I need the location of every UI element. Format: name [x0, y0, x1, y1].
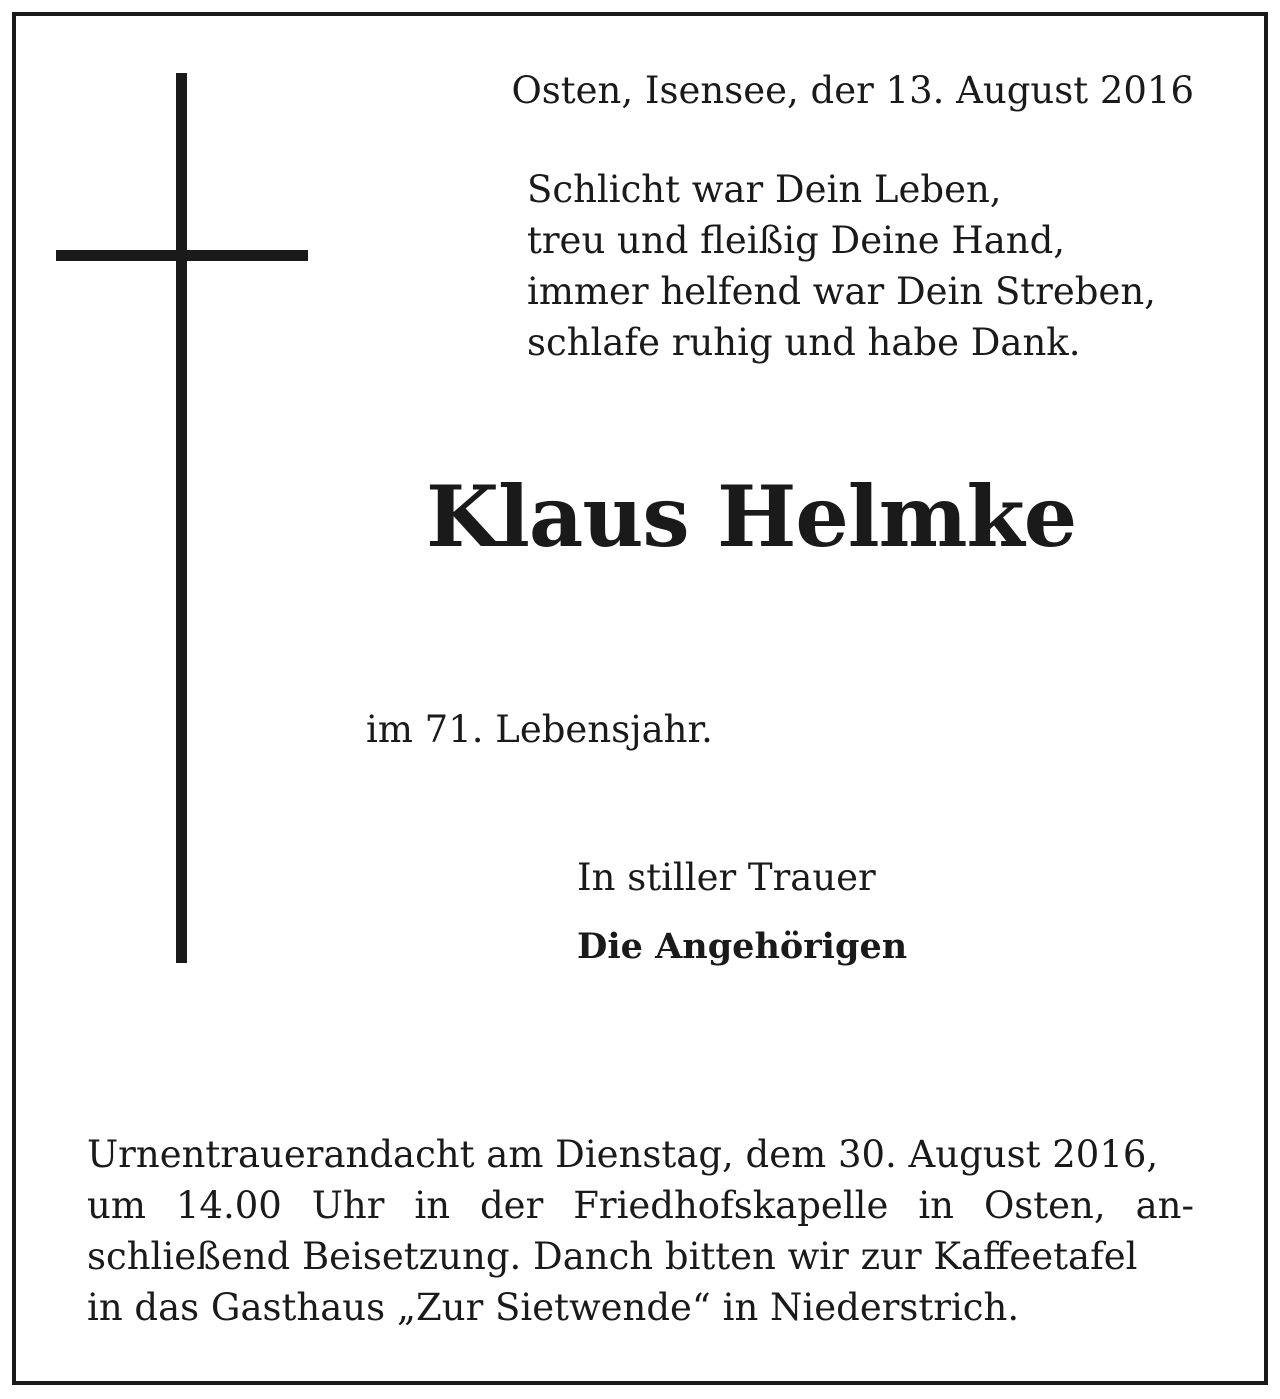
notice-word: Osten,	[983, 1184, 1106, 1227]
cross-icon-vertical-bar	[176, 73, 187, 963]
mourning-text: In stiller Trauer	[577, 856, 876, 899]
cross-icon-horizontal-bar	[56, 250, 308, 261]
verse-line: treu und fleißig Deine Hand,	[527, 219, 1066, 262]
funeral-notice	[87, 1129, 1194, 1333]
notice-line: in das Gasthaus „Zur Sietwende“ in Niederstrich.	[87, 1286, 1020, 1329]
notice-word: der	[479, 1184, 544, 1227]
notice-word: 14.00	[175, 1184, 282, 1227]
notice-line: Urnentrauerandacht am Dienstag, dem 30. August 2016,	[87, 1133, 1159, 1176]
age-text: im 71. Lebensjahr.	[366, 708, 713, 751]
notice-word: in	[414, 1184, 451, 1227]
verse	[527, 164, 1156, 368]
notice-word: um	[87, 1184, 146, 1227]
notice-word: Friedhofskapelle	[573, 1184, 889, 1227]
verse-line: immer helfend war Dein Streben,	[527, 270, 1156, 313]
deceased-name: Klaus Helmke	[426, 467, 1077, 566]
notice-line	[87, 1180, 1194, 1231]
verse-line: schlafe ruhig und habe Dank.	[527, 321, 1081, 364]
notice-word: an-	[1135, 1184, 1194, 1227]
notice-word: in	[918, 1184, 954, 1227]
notice-word: Uhr	[311, 1184, 385, 1227]
notice-line: schließend Beisetzung. Danch bitten wir zur Kaffeetafel	[87, 1235, 1138, 1278]
family-signature: Die Angehörigen	[577, 926, 908, 967]
verse-line: Schlicht war Dein Leben,	[527, 168, 1002, 211]
place-date: Osten, Isensee, der 13. August 2016	[511, 69, 1194, 112]
